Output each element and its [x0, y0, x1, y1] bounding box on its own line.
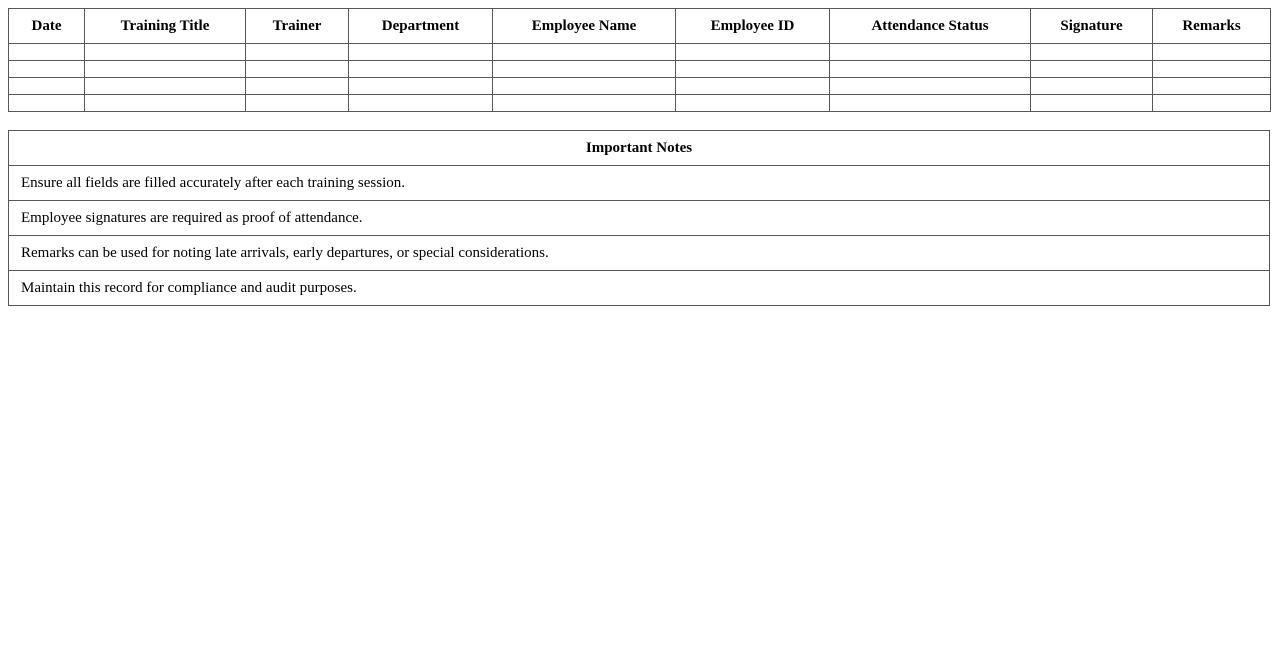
table-cell[interactable]: [9, 78, 85, 95]
note-row: [9, 271, 1270, 306]
table-cell[interactable]: [246, 61, 349, 78]
table-cell[interactable]: [9, 95, 85, 112]
table-cell[interactable]: [1031, 95, 1153, 112]
important-notes-table: [8, 130, 1270, 306]
table-cell[interactable]: [349, 95, 493, 112]
table-cell[interactable]: [830, 78, 1031, 95]
table-cell[interactable]: [85, 95, 246, 112]
table-cell[interactable]: [1153, 78, 1271, 95]
table-row: [9, 61, 1271, 78]
table-cell[interactable]: [349, 61, 493, 78]
table-cell[interactable]: [85, 44, 246, 61]
table-cell[interactable]: [676, 95, 830, 112]
table-cell[interactable]: [676, 61, 830, 78]
table-cell[interactable]: [493, 78, 676, 95]
header-employee-id: Employee ID: [676, 9, 830, 44]
table-cell[interactable]: [9, 44, 85, 61]
note-row: [9, 236, 1270, 271]
header-department: Department: [349, 9, 493, 44]
header-employee-name: Employee Name: [493, 9, 676, 44]
table-cell[interactable]: [493, 44, 676, 61]
table-cell[interactable]: [830, 61, 1031, 78]
table-cell[interactable]: [830, 95, 1031, 112]
table-row: [9, 78, 1271, 95]
table-cell[interactable]: [349, 44, 493, 61]
table-cell[interactable]: [493, 95, 676, 112]
table-row: [9, 44, 1271, 61]
note-item: Maintain this record for compliance and audit purposes.: [9, 271, 1270, 306]
notes-header-row: [9, 131, 1270, 166]
table-cell[interactable]: [1031, 78, 1153, 95]
header-signature: Signature: [1031, 9, 1153, 44]
table-cell[interactable]: [246, 95, 349, 112]
table-cell[interactable]: [830, 44, 1031, 61]
header-training-title: Training Title: [85, 9, 246, 44]
note-item: Employee signatures are required as proof of attendance.: [9, 201, 1270, 236]
note-item: Ensure all fields are filled accurately after each training session.: [9, 166, 1270, 201]
table-cell[interactable]: [85, 61, 246, 78]
table-cell[interactable]: [246, 44, 349, 61]
table-cell[interactable]: [676, 78, 830, 95]
table-cell[interactable]: [1153, 95, 1271, 112]
header-remarks: Remarks: [1153, 9, 1271, 44]
table-cell[interactable]: [493, 61, 676, 78]
notes-title: Important Notes: [9, 131, 1270, 166]
table-row: [9, 95, 1271, 112]
table-cell[interactable]: [1153, 44, 1271, 61]
note-item: Remarks can be used for noting late arrivals, early departures, or special considerations.: [9, 236, 1270, 271]
table-cell[interactable]: [246, 78, 349, 95]
table-cell[interactable]: [1031, 61, 1153, 78]
table-cell[interactable]: [1031, 44, 1153, 61]
header-row: [9, 9, 1271, 44]
table-cell[interactable]: [349, 78, 493, 95]
table-cell[interactable]: [9, 61, 85, 78]
header-attendance-status: Attendance Status: [830, 9, 1031, 44]
table-cell[interactable]: [676, 44, 830, 61]
attendance-table: [8, 8, 1271, 112]
header-trainer: Trainer: [246, 9, 349, 44]
note-row: [9, 166, 1270, 201]
table-cell[interactable]: [85, 78, 246, 95]
note-row: [9, 201, 1270, 236]
header-date: Date: [9, 9, 85, 44]
table-cell[interactable]: [1153, 61, 1271, 78]
